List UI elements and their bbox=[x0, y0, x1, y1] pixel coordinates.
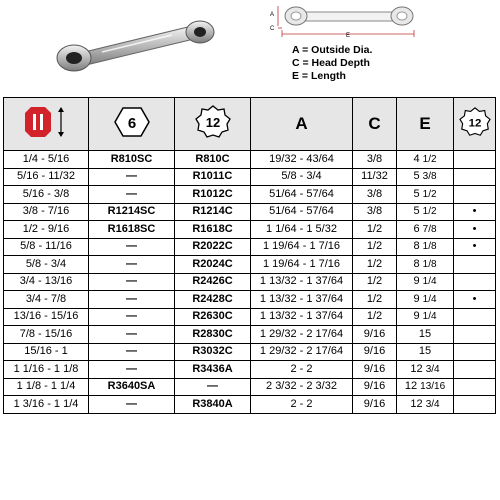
cell-length bbox=[397, 343, 454, 361]
cell-length bbox=[397, 291, 454, 309]
svg-text:6: 6 bbox=[127, 114, 136, 132]
cell-twelve-point: R2830C bbox=[175, 326, 251, 344]
table-row bbox=[4, 361, 496, 379]
cell-six-point: — bbox=[89, 308, 175, 326]
cell-outside-dia: 51/64 - 57/64 bbox=[251, 203, 353, 221]
cell-head-depth: 1/2 bbox=[353, 238, 397, 256]
table-row bbox=[4, 291, 496, 309]
cell-size: 1 1/8 - 1 1/4 bbox=[4, 378, 89, 396]
cell-six-point: — bbox=[89, 256, 175, 274]
cell-twelve-point: R2428C bbox=[175, 291, 251, 309]
header-twelve-point bbox=[175, 98, 251, 151]
cell-six-point: — bbox=[89, 238, 175, 256]
table-row bbox=[4, 308, 496, 326]
cell-twelve-flag: • bbox=[454, 291, 496, 309]
length-whole: 5 bbox=[413, 205, 420, 218]
cell-outside-dia: 2 - 2 bbox=[251, 361, 353, 379]
table-row bbox=[4, 168, 496, 186]
legend-head-depth: C = Head Depth bbox=[292, 57, 370, 69]
cell-twelve-flag bbox=[454, 378, 496, 396]
cell-twelve-flag bbox=[454, 396, 496, 414]
cell-six-point: — bbox=[89, 343, 175, 361]
length-fraction: 1/2 bbox=[422, 153, 437, 165]
cell-head-depth: 3/8 bbox=[353, 186, 397, 204]
red-octagon-icon bbox=[23, 105, 69, 139]
cell-head-depth: 1/2 bbox=[353, 273, 397, 291]
cell-twelve-point: R3840A bbox=[175, 396, 251, 414]
cell-six-point: — bbox=[89, 396, 175, 414]
cell-size: 1 3/16 - 1 1/4 bbox=[4, 396, 89, 414]
header-length: E bbox=[397, 98, 454, 151]
length-fraction: 1/4 bbox=[422, 293, 437, 305]
cell-head-depth: 9/16 bbox=[353, 378, 397, 396]
header-size bbox=[4, 98, 89, 151]
table-body bbox=[4, 151, 496, 414]
cell-head-depth: 9/16 bbox=[353, 361, 397, 379]
length-whole: 4 bbox=[413, 152, 420, 165]
cell-size: 3/4 - 7/8 bbox=[4, 291, 89, 309]
cell-size: 15/16 - 1 bbox=[4, 343, 89, 361]
cell-twelve-flag bbox=[454, 151, 496, 169]
cell-length bbox=[397, 378, 454, 396]
legend-outside-dia: A = Outside Dia. bbox=[292, 44, 373, 56]
cell-twelve-flag: • bbox=[454, 203, 496, 221]
wrench-photo bbox=[52, 16, 222, 72]
cell-outside-dia: 2 - 2 bbox=[251, 396, 353, 414]
hexagon-icon bbox=[114, 106, 150, 138]
cell-twelve-point: R3436A bbox=[175, 361, 251, 379]
cell-head-depth: 9/16 bbox=[353, 343, 397, 361]
diagram-label-a: A bbox=[270, 12, 275, 18]
length-fraction: 1/2 bbox=[422, 188, 437, 200]
length-whole: 6 bbox=[413, 222, 420, 235]
cell-length bbox=[397, 361, 454, 379]
cell-twelve-flag: • bbox=[454, 238, 496, 256]
cell-size: 7/8 - 15/16 bbox=[4, 326, 89, 344]
cell-size: 3/4 - 13/16 bbox=[4, 273, 89, 291]
cell-length bbox=[397, 151, 454, 169]
length-whole: 8 bbox=[413, 240, 420, 253]
cell-head-depth: 11/32 bbox=[353, 168, 397, 186]
length-fraction: 3/4 bbox=[425, 363, 440, 375]
diagram-label-e: E bbox=[346, 33, 351, 38]
length-whole: 12 bbox=[410, 362, 423, 375]
cell-twelve-flag bbox=[454, 361, 496, 379]
twelve-point-icon bbox=[459, 107, 491, 137]
cell-length bbox=[397, 203, 454, 221]
cell-outside-dia: 1 29/32 - 2 17/64 bbox=[251, 326, 353, 344]
cell-size: 13/16 - 15/16 bbox=[4, 308, 89, 326]
cell-length bbox=[397, 168, 454, 186]
table-row bbox=[4, 378, 496, 396]
length-whole: 8 bbox=[413, 257, 420, 270]
cell-twelve-point: R3032C bbox=[175, 343, 251, 361]
cell-outside-dia: 19/32 - 43/64 bbox=[251, 151, 353, 169]
header-six-point bbox=[89, 98, 175, 151]
length-fraction: 13/16 bbox=[420, 381, 446, 393]
length-whole: 9 bbox=[413, 275, 420, 288]
cell-twelve-flag bbox=[454, 168, 496, 186]
cell-outside-dia: 1 1/64 - 1 5/32 bbox=[251, 221, 353, 239]
cell-six-point: — bbox=[89, 361, 175, 379]
cell-twelve-point: R1011C bbox=[175, 168, 251, 186]
length-fraction: 1/8 bbox=[422, 258, 437, 270]
length-whole: 15 bbox=[418, 327, 432, 340]
cell-twelve-flag bbox=[454, 273, 496, 291]
cell-head-depth: 1/2 bbox=[353, 256, 397, 274]
cell-outside-dia: 1 13/32 - 1 37/64 bbox=[251, 291, 353, 309]
length-fraction: 1/4 bbox=[422, 276, 437, 288]
cell-outside-dia: 5/8 - 3/4 bbox=[251, 168, 353, 186]
cell-head-depth: 1/2 bbox=[353, 291, 397, 309]
table-row bbox=[4, 151, 496, 169]
length-fraction: 7/8 bbox=[422, 223, 437, 235]
cell-outside-dia: 1 19/64 - 1 7/16 bbox=[251, 238, 353, 256]
cell-twelve-point: R2630C bbox=[175, 308, 251, 326]
twelve-point-icon bbox=[195, 105, 231, 139]
length-fraction: 1/2 bbox=[422, 206, 437, 218]
table-row bbox=[4, 221, 496, 239]
cell-twelve-flag bbox=[454, 326, 496, 344]
dimension-legend bbox=[292, 44, 372, 83]
cell-size: 1/2 - 9/16 bbox=[4, 221, 89, 239]
length-whole: 15 bbox=[418, 345, 432, 358]
svg-text:12: 12 bbox=[205, 114, 220, 130]
length-whole: 9 bbox=[413, 310, 420, 323]
cell-twelve-flag: • bbox=[454, 221, 496, 239]
cell-head-depth: 1/2 bbox=[353, 221, 397, 239]
table-row bbox=[4, 273, 496, 291]
cell-twelve-point: R1214C bbox=[175, 203, 251, 221]
cell-twelve-flag bbox=[454, 343, 496, 361]
table-row bbox=[4, 256, 496, 274]
length-whole: 12 bbox=[404, 380, 418, 393]
table-row bbox=[4, 396, 496, 414]
cell-outside-dia: 2 3/32 - 2 3/32 bbox=[251, 378, 353, 396]
cell-twelve-point: — bbox=[175, 378, 251, 396]
table-row bbox=[4, 326, 496, 344]
cell-size: 3/8 - 7/16 bbox=[4, 203, 89, 221]
cell-six-point: — bbox=[89, 168, 175, 186]
header-outside-dia: A bbox=[251, 98, 353, 151]
cell-twelve-flag bbox=[454, 308, 496, 326]
cell-outside-dia: 1 19/64 - 1 7/16 bbox=[251, 256, 353, 274]
diagram-label-c: C bbox=[270, 26, 275, 32]
cell-length bbox=[397, 221, 454, 239]
header-twelve-flag bbox=[454, 98, 496, 151]
cell-twelve-flag bbox=[454, 256, 496, 274]
cell-six-point: — bbox=[89, 291, 175, 309]
length-whole: 5 bbox=[413, 187, 420, 200]
cell-outside-dia: 1 13/32 - 1 37/64 bbox=[251, 273, 353, 291]
table-row bbox=[4, 238, 496, 256]
table-row bbox=[4, 203, 496, 221]
cell-head-depth: 3/8 bbox=[353, 151, 397, 169]
cell-size: 1 1/16 - 1 1/8 bbox=[4, 361, 89, 379]
cell-outside-dia: 1 29/32 - 2 17/64 bbox=[251, 343, 353, 361]
cell-six-point: — bbox=[89, 273, 175, 291]
header-head-depth: C bbox=[353, 98, 397, 151]
cell-length bbox=[397, 326, 454, 344]
cell-length bbox=[397, 256, 454, 274]
cell-size: 5/8 - 11/16 bbox=[4, 238, 89, 256]
table-row bbox=[4, 343, 496, 361]
cell-head-depth: 9/16 bbox=[353, 326, 397, 344]
cell-head-depth: 9/16 bbox=[353, 396, 397, 414]
cell-twelve-point: R1012C bbox=[175, 186, 251, 204]
length-fraction: 3/8 bbox=[422, 171, 437, 183]
cell-twelve-flag bbox=[454, 186, 496, 204]
legend-length: E = Length bbox=[292, 70, 346, 82]
cell-six-point: — bbox=[89, 186, 175, 204]
wrench-dimension-diagram bbox=[256, 4, 436, 38]
cell-six-point: — bbox=[89, 326, 175, 344]
cell-size: 5/8 - 3/4 bbox=[4, 256, 89, 274]
length-whole: 12 bbox=[410, 397, 423, 410]
cell-outside-dia: 51/64 - 57/64 bbox=[251, 186, 353, 204]
length-fraction: 1/4 bbox=[422, 311, 437, 323]
cell-twelve-point: R2022C bbox=[175, 238, 251, 256]
cell-twelve-point: R810C bbox=[175, 151, 251, 169]
cell-size: 5/16 - 3/8 bbox=[4, 186, 89, 204]
cell-head-depth: 1/2 bbox=[353, 308, 397, 326]
cell-six-point: R810SC bbox=[89, 151, 175, 169]
length-whole: 5 bbox=[413, 170, 420, 183]
cell-six-point: R1214SC bbox=[89, 203, 175, 221]
cell-length bbox=[397, 273, 454, 291]
cell-length bbox=[397, 186, 454, 204]
table-header-row bbox=[4, 98, 496, 151]
cell-length bbox=[397, 308, 454, 326]
cell-six-point: R3640SA bbox=[89, 378, 175, 396]
cell-head-depth: 3/8 bbox=[353, 203, 397, 221]
cell-length bbox=[397, 238, 454, 256]
cell-six-point: R1618SC bbox=[89, 221, 175, 239]
cell-length bbox=[397, 396, 454, 414]
cell-twelve-point: R2426C bbox=[175, 273, 251, 291]
length-fraction: 1/8 bbox=[422, 241, 437, 253]
cell-size: 1/4 - 5/16 bbox=[4, 151, 89, 169]
wrench-spec-table bbox=[3, 97, 496, 414]
length-whole: 9 bbox=[413, 292, 420, 305]
svg-text:12: 12 bbox=[468, 116, 481, 129]
cell-size: 5/16 - 11/32 bbox=[4, 168, 89, 186]
table-row bbox=[4, 186, 496, 204]
cell-outside-dia: 1 13/32 - 1 37/64 bbox=[251, 308, 353, 326]
cell-twelve-point: R1618C bbox=[175, 221, 251, 239]
length-fraction: 3/4 bbox=[425, 398, 440, 410]
cell-twelve-point: R2024C bbox=[175, 256, 251, 274]
